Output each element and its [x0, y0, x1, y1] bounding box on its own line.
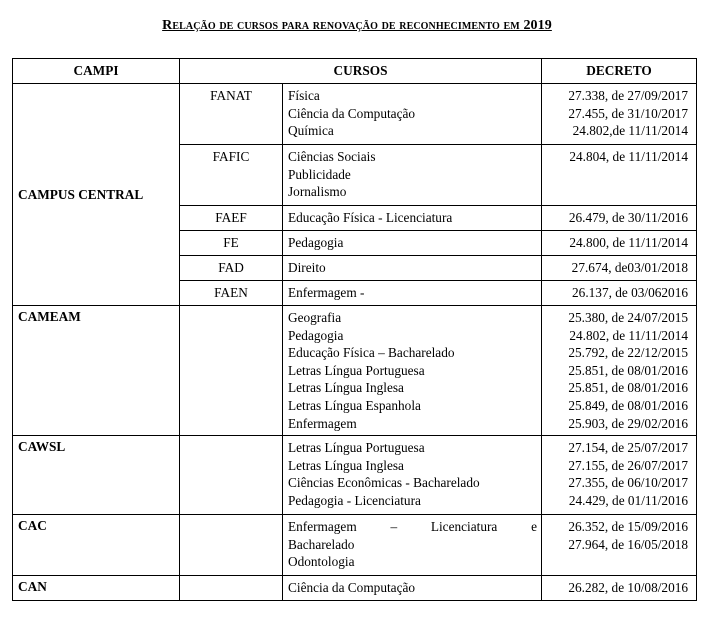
course-name: Direito	[288, 260, 326, 275]
table-row	[13, 84, 697, 145]
course-name: Letras Língua Portuguesa	[288, 440, 425, 455]
course-name: Letras Língua Inglesa	[288, 380, 404, 396]
campus-cell	[13, 436, 180, 515]
course-name: Química	[288, 123, 334, 139]
document-title-text: Relação de cursos para renovação de reconhecimento em 2019	[162, 18, 552, 33]
unit-cell: FANAT	[180, 84, 283, 145]
courses-cell	[283, 576, 542, 601]
decree-text: 25.792, de 22/12/2015	[568, 345, 689, 361]
course-name: Pedagogia - Licenciatura	[288, 492, 421, 508]
decree-cell	[542, 256, 697, 281]
courses-cell	[283, 231, 542, 256]
course-name: Letras Língua Espanhola	[288, 397, 421, 413]
course-word: Enfermagem	[288, 519, 357, 534]
unit-cell: FAD	[180, 256, 283, 281]
decree-cell	[542, 84, 697, 145]
table-row	[13, 436, 697, 515]
course-name: Geografia	[288, 310, 342, 325]
course-name: Enfermagem -	[288, 285, 365, 300]
course-word: e	[531, 519, 537, 534]
course-name: Pedagogia	[288, 235, 344, 250]
unit-cell: FAEF	[180, 206, 283, 231]
course-name: Física	[288, 88, 320, 103]
table-row	[13, 576, 697, 601]
courses-table	[12, 58, 697, 601]
decree-text: 24.804, de 11/11/2014	[569, 149, 689, 164]
decree-text: 25.849, de 08/01/2016	[568, 397, 689, 413]
decree-text: 25.851, de 08/01/2016	[568, 362, 689, 378]
course-word: Licenciatura	[430, 519, 498, 534]
campus-name: CAMPUS CENTRAL	[18, 186, 144, 202]
decree-cell	[542, 576, 697, 601]
course-name: Ciências Sociais	[288, 149, 376, 164]
campus-cell	[13, 515, 180, 576]
course-name-justified-line	[288, 518, 537, 536]
campus-cell	[13, 576, 180, 601]
decree-text: 25.380, de 24/07/2015	[568, 310, 689, 325]
decree-text: 24.429, de 01/11/2016	[568, 492, 689, 508]
course-name: Educação Física – Bacharelado	[288, 345, 455, 361]
course-word: –	[390, 519, 398, 534]
decree-text: 25.851, de 08/01/2016	[568, 380, 689, 396]
course-name: Ciências Econômicas - Bacharelado	[288, 475, 480, 491]
course-name: Enfermagem	[288, 415, 357, 431]
unit-cell	[180, 515, 283, 576]
decree-text: 27.155, de 26/07/2017	[568, 457, 689, 473]
courses-cell	[283, 84, 542, 145]
unit-cell: FE	[180, 231, 283, 256]
decree-text: 26.352, de 15/09/2016	[568, 519, 689, 534]
decree-cell	[542, 436, 697, 515]
course-name: Ciência da Computação	[288, 580, 416, 595]
decree-text: 26.137, de 03/062016	[572, 285, 689, 300]
courses-cell	[283, 206, 542, 231]
courses-cell	[283, 256, 542, 281]
decree-text: 27.154, de 25/07/2017	[568, 440, 689, 455]
campus-name: CAN	[18, 579, 47, 594]
decree-cell	[542, 206, 697, 231]
decree-text: 24.800, de 11/11/2014	[569, 235, 689, 250]
decree-cell	[542, 145, 697, 206]
campus-name: CAMEAM	[18, 309, 81, 324]
decree-cell	[542, 515, 697, 576]
campus-name: CAC	[18, 518, 47, 533]
table-row	[13, 306, 697, 436]
unit-cell	[180, 576, 283, 601]
decree-text: 25.903, de 29/02/2016	[568, 415, 689, 431]
decree-cell	[542, 281, 697, 306]
unit-cell	[180, 436, 283, 515]
table-header-row	[13, 59, 697, 84]
header-decreto: DECRETO	[542, 59, 697, 84]
courses-cell	[283, 515, 542, 576]
decree-text: 26.479, de 30/11/2016	[568, 210, 689, 225]
decree-text: 27.338, de 27/09/2017	[568, 88, 689, 103]
course-name: Ciência da Computação	[288, 105, 416, 121]
course-name: Publicidade	[288, 166, 351, 182]
course-name: Letras Língua Portuguesa	[288, 362, 425, 378]
decree-text: 27.455, de 31/10/2017	[568, 105, 689, 121]
decree-cell	[542, 306, 697, 436]
campus-central-cell	[13, 84, 180, 306]
decree-text: 27.355, de 06/10/2017	[568, 475, 689, 491]
course-name: Pedagogia	[288, 327, 344, 343]
campus-name: CAWSL	[18, 439, 66, 454]
course-name: Bacharelado	[288, 536, 355, 552]
decree-text: 24.802,de 11/11/2014	[572, 123, 689, 139]
unit-cell: FAEN	[180, 281, 283, 306]
decree-text: 26.282, de 10/08/2016	[568, 580, 689, 595]
decree-cell	[542, 231, 697, 256]
course-name: Educação Física - Licenciatura	[288, 210, 453, 225]
decree-text: 24.802, de 11/11/2014	[569, 327, 689, 343]
header-campi: CAMPI	[13, 59, 180, 84]
header-cursos: CURSOS	[180, 59, 542, 84]
unit-cell: FAFIC	[180, 145, 283, 206]
courses-cell	[283, 145, 542, 206]
unit-cell	[180, 306, 283, 436]
courses-cell	[283, 306, 542, 436]
campus-cell	[13, 306, 180, 436]
table-row	[13, 515, 697, 576]
decree-text: 27.674, de03/01/2018	[571, 260, 689, 275]
courses-cell	[283, 436, 542, 515]
course-name: Jornalismo	[288, 184, 347, 200]
courses-cell	[283, 281, 542, 306]
decree-text: 27.964, de 16/05/2018	[568, 536, 689, 552]
document-title	[0, 18, 714, 34]
course-name: Odontologia	[288, 554, 355, 570]
course-name: Letras Língua Inglesa	[288, 457, 404, 473]
